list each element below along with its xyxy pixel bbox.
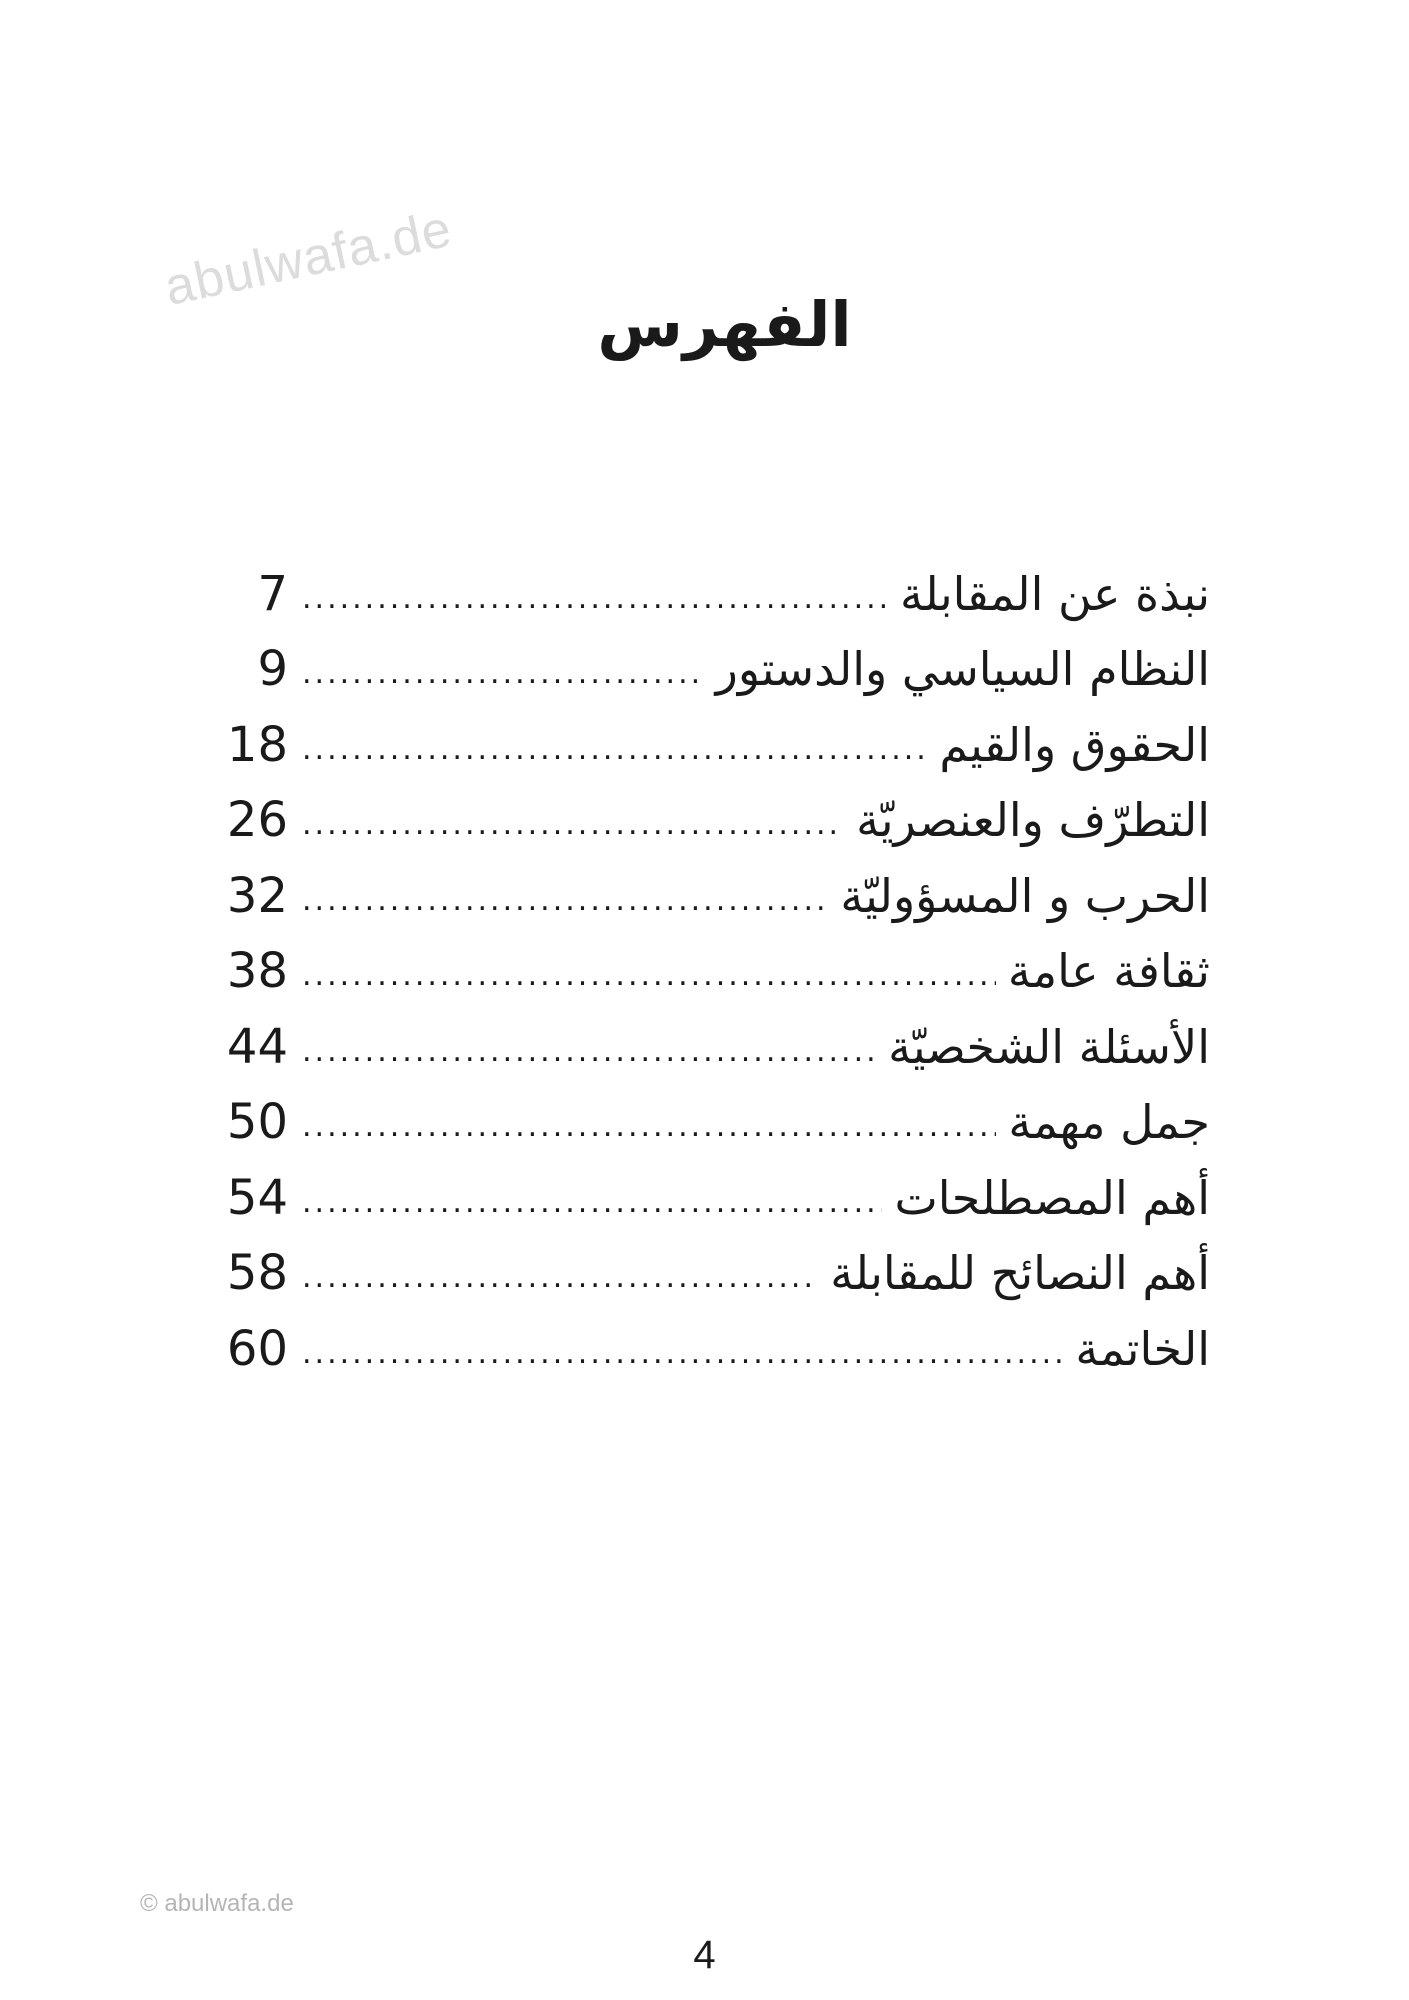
- toc-entry-label: الحرب و المسؤوليّة: [840, 868, 1210, 923]
- toc-leader-dots: [302, 961, 996, 1009]
- toc-leader-dots: [302, 810, 844, 858]
- toc-page-number: 50: [226, 1094, 288, 1151]
- toc-page-number: 18: [226, 716, 288, 773]
- toc-entry-label: جمل مهمة: [1008, 1095, 1210, 1150]
- toc-page-number: 44: [226, 1018, 288, 1075]
- toc-page-number: 9: [257, 641, 288, 698]
- toc-entry[interactable]: [210, 858, 1210, 934]
- toc-entry-label: الأسئلة الشخصيّة: [888, 1019, 1210, 1074]
- toc-leader-dots: [302, 1188, 882, 1236]
- toc-entry[interactable]: [210, 934, 1210, 1010]
- toc-leader-dots: [302, 886, 828, 934]
- toc-entry-label: أهم النصائح للمقابلة: [830, 1246, 1210, 1301]
- toc-entry-label: ثقافة عامة: [1007, 944, 1210, 999]
- toc-leader-dots: [302, 1339, 1063, 1387]
- toc-entry[interactable]: [210, 1311, 1210, 1387]
- toc-page-number: 32: [226, 867, 288, 924]
- copyright-note: © abulwafa.de: [140, 1890, 294, 1917]
- toc-entry-label: نبذة عن المقابلة: [899, 566, 1210, 621]
- toc-entry[interactable]: [210, 556, 1210, 632]
- toc-entry-label: التطرّف والعنصريّة: [856, 793, 1210, 848]
- page-title: الفهرس: [597, 288, 852, 361]
- toc-page-number: 26: [226, 792, 288, 849]
- toc-leader-dots: [302, 1112, 996, 1160]
- toc-leader-dots: [302, 735, 927, 783]
- toc-entry-label: النظام السياسي والدستور: [715, 642, 1210, 697]
- toc-entry[interactable]: [210, 1160, 1210, 1236]
- toc-entry-label: أهم المصطلحات: [894, 1170, 1210, 1225]
- toc-entry-label: الخاتمة: [1075, 1321, 1210, 1376]
- toc-page-number: 60: [226, 1320, 288, 1377]
- toc-page-number: 7: [257, 565, 288, 622]
- table-of-contents: [210, 556, 1210, 1387]
- toc-entry[interactable]: [210, 1085, 1210, 1161]
- toc-page-number: 38: [226, 943, 288, 1000]
- toc-leader-dots: [302, 1037, 876, 1085]
- toc-entry[interactable]: [210, 1236, 1210, 1312]
- toc-leader-dots: [302, 584, 888, 632]
- toc-entry-label: الحقوق والقيم: [939, 717, 1210, 772]
- toc-leader-dots: [302, 1263, 818, 1311]
- toc-leader-dots: [302, 659, 704, 707]
- page-number: 4: [693, 1933, 716, 1977]
- toc-entry[interactable]: [210, 1009, 1210, 1085]
- watermark: abulwafa.de: [159, 199, 457, 318]
- toc-entry[interactable]: [210, 783, 1210, 859]
- toc-entry[interactable]: [210, 632, 1210, 708]
- toc-page-number: 58: [226, 1245, 288, 1302]
- toc-page-number: 54: [226, 1169, 288, 1226]
- toc-entry[interactable]: [210, 707, 1210, 783]
